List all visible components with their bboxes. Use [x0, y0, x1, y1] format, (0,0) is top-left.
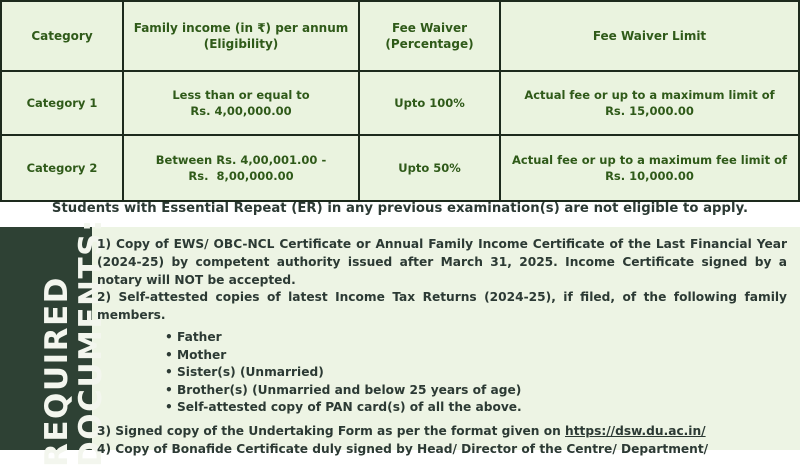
limit-line: Actual fee or up to a maximum limit of: [524, 88, 775, 102]
income-line: Between Rs. 4,00,001.00 -: [155, 153, 327, 167]
family-members-list: [97, 329, 787, 417]
category-cell: Category 1: [1, 71, 123, 135]
table-row: [1, 135, 799, 201]
list-item: • Sister(s) (Unmarried): [177, 364, 787, 382]
income-cell: [123, 71, 359, 135]
list-item: • Mother: [177, 347, 787, 365]
table-row: [1, 71, 799, 135]
required-documents-banner: [0, 218, 109, 467]
limit-line: Rs. 15,000.00: [605, 104, 694, 118]
document-item-4: 4) Copy of Bonafide Certificate duly signed by Head/ Director of the Centre/ Department/: [97, 441, 709, 456]
limit-cell: [500, 71, 799, 135]
income-cell: [123, 135, 359, 201]
document-item-3-text: 3) Signed copy of the Undertaking Form as per the format given on: [97, 423, 566, 438]
documents-list: [97, 236, 787, 459]
header-family-income: Family income (in ₹) per annum (Eligibility): [123, 1, 359, 71]
category-cell: Category 2: [1, 135, 123, 201]
list-item: • Self-attested copy of PAN card(s) of all the above.: [177, 399, 787, 417]
waiver-cell: Upto 50%: [359, 135, 500, 201]
document-item-1: 1) Copy of EWS/ OBC-NCL Certificate or Annual Family Income Certificate of the Last Financial Year (2024-25) by competent authority issued after March 31, 2025. Income Certificate signed by a notary will NOT be accepted.: [97, 237, 787, 287]
fee-waiver-table: [0, 0, 800, 202]
income-line: Rs. 8,00,000.00: [188, 169, 294, 183]
waiver-cell: Upto 100%: [359, 71, 500, 135]
limit-cell: [500, 135, 799, 201]
title-line: DOCUMENTS:: [73, 218, 109, 467]
header-fee-waiver-limit: Fee Waiver Limit: [500, 1, 799, 71]
title-line: REQUIRED: [39, 276, 75, 467]
required-documents-section: [0, 218, 800, 467]
income-line: Less than or equal to: [172, 88, 310, 102]
income-line: Rs. 4,00,000.00: [190, 104, 292, 118]
limit-line: Rs. 10,000.00: [605, 169, 694, 183]
document-item-2: 2) Self-attested copies of latest Income Tax Returns (2024-25), if filed, of the following family members.: [97, 290, 787, 323]
document-item-3: [97, 423, 787, 441]
table-header-row: [1, 1, 799, 71]
header-fee-waiver: Fee Waiver (Percentage): [359, 1, 500, 71]
header-category: Category: [1, 1, 123, 71]
list-item: • Brother(s) (Unmarried and below 25 years of age): [177, 382, 787, 400]
limit-line: Actual fee or up to a maximum fee limit of: [512, 153, 787, 167]
eligibility-notice: Students with Essential Repeat (ER) in any previous examination(s) are not eligible to apply.: [51, 201, 749, 216]
list-item: • Father: [177, 329, 787, 347]
undertaking-form-link[interactable]: https://dsw.du.ac.in/: [565, 423, 706, 438]
